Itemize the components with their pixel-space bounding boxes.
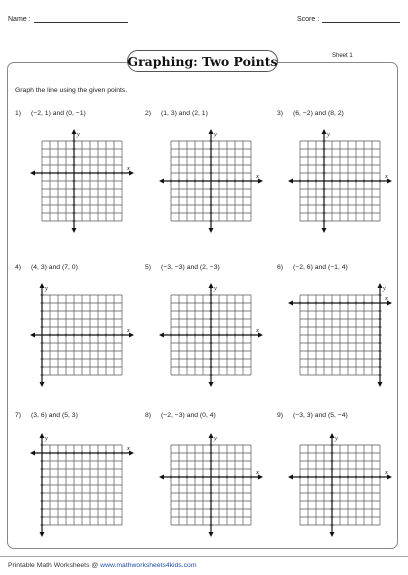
problem-3-label (277, 110, 344, 117)
problem-4-label (15, 264, 78, 271)
problem-number: 6) (277, 264, 284, 271)
coordinate-grid-4[interactable] (42, 285, 130, 375)
y-axis-label: y (214, 131, 217, 138)
y-axis-label: y (77, 131, 80, 138)
problem-text: (1, 3) and (2, 1) (161, 110, 208, 117)
y-axis-label: y (45, 285, 48, 292)
instructions: Graph the line using the given points. (15, 87, 128, 94)
problem-text: (−3, 3) and (5, −4) (293, 412, 348, 419)
y-axis-label: y (327, 131, 330, 138)
x-axis-label: x (256, 173, 259, 180)
problem-6-label (277, 264, 348, 271)
footer-divider (0, 556, 408, 557)
x-axis-label: x (385, 469, 388, 476)
problem-number: 1) (15, 110, 22, 117)
problem-text: (−2, −3) and (0, 4) (161, 412, 216, 419)
x-axis-label: x (385, 295, 388, 302)
footer (8, 562, 196, 569)
name-line[interactable] (34, 22, 128, 23)
problem-1-label (15, 110, 86, 117)
score-label: Score : (297, 16, 320, 23)
problem-number: 9) (277, 412, 284, 419)
problem-number: 3) (277, 110, 284, 117)
coordinate-grid-2[interactable] (171, 131, 259, 221)
x-axis-label: x (127, 165, 130, 172)
problem-2-label (145, 110, 208, 117)
x-axis-label: x (127, 445, 130, 452)
footer-url[interactable]: www.mathworksheets4kids.com (100, 562, 197, 569)
problem-5-label (145, 264, 220, 271)
x-axis-label: x (256, 327, 259, 334)
y-axis-label: y (214, 285, 217, 292)
problem-number: 2) (145, 110, 152, 117)
problem-text: (−2, 6) and (−1, 4) (293, 264, 348, 271)
coordinate-grid-9[interactable] (300, 435, 388, 525)
problem-text: (−3, −3) and (2, −3) (161, 264, 220, 271)
coordinate-grid-8[interactable] (171, 435, 259, 525)
name-field[interactable] (8, 16, 128, 23)
y-axis-label: y (214, 435, 217, 442)
problem-number: 5) (145, 264, 152, 271)
footer-text: Printable Math Worksheets @ (8, 562, 101, 569)
problem-number: 4) (15, 264, 22, 271)
problem-text: (3, 6) and (5, 3) (31, 412, 78, 419)
problem-number: 8) (145, 412, 152, 419)
coordinate-grid-3[interactable] (300, 131, 388, 221)
y-axis-label: y (45, 435, 48, 442)
problem-text: (6, −2) and (8, 2) (293, 110, 344, 117)
x-axis-label: x (127, 327, 130, 334)
y-axis-label: y (335, 435, 338, 442)
coordinate-grid-5[interactable] (171, 285, 259, 375)
coordinate-grid-7[interactable] (42, 435, 130, 525)
coordinate-grid-1[interactable] (42, 131, 130, 221)
y-axis-label: y (383, 285, 386, 292)
name-label: Name : (8, 16, 31, 23)
problem-text: (4, 3) and (7, 0) (31, 264, 78, 271)
problem-8-label (145, 412, 216, 419)
problem-number: 7) (15, 412, 22, 419)
problem-7-label (15, 412, 78, 419)
score-line[interactable] (322, 22, 400, 23)
sheet-label: Sheet 1 (332, 53, 353, 59)
score-field[interactable] (297, 16, 400, 23)
coordinate-grid-6[interactable] (300, 285, 388, 375)
problem-9-label (277, 412, 348, 419)
x-axis-label: x (256, 469, 259, 476)
problem-text: (−2, 1) and (0, −1) (31, 110, 86, 117)
x-axis-label: x (385, 173, 388, 180)
worksheet-title: Graphing: Two Points (127, 50, 278, 72)
